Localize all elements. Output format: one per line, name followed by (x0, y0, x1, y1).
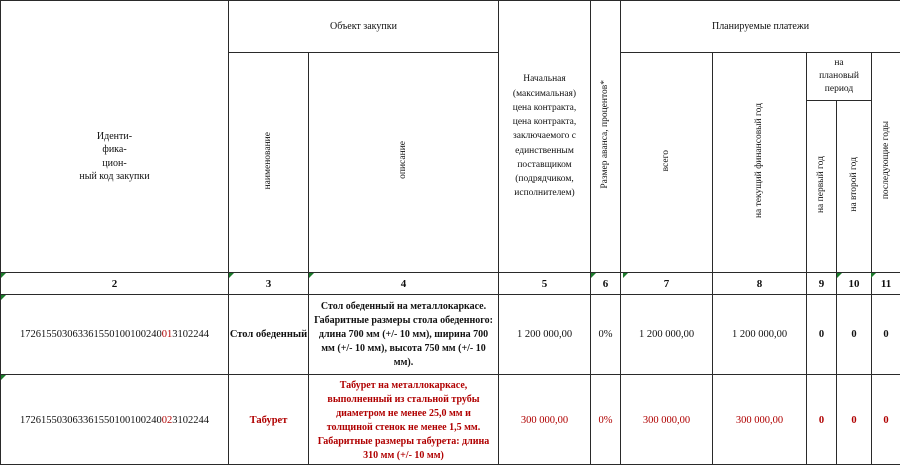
code-prefix: 172615503063361550100100240 (20, 415, 162, 426)
header-current-year-text: на текущий финансовый год (753, 103, 766, 218)
header-planned-payments-text: Планируемые платежи (712, 21, 809, 32)
header-name (229, 53, 309, 273)
table-row (1, 375, 900, 465)
header-total (621, 53, 713, 273)
header-plan-period-text: на плановый период (807, 57, 871, 95)
comment-marker-icon (591, 273, 596, 278)
first-year-amount: 0 (807, 295, 837, 375)
header-current-year (713, 53, 807, 273)
column-number: 11 (872, 273, 900, 295)
current-year-amount: 300 000,00 (713, 375, 807, 465)
header-description-text: описание (397, 141, 410, 179)
column-number-row (1, 273, 900, 295)
column-number: 8 (713, 273, 807, 295)
header-initial-price (499, 1, 591, 273)
advance-percent: 0% (591, 375, 621, 465)
table-row (1, 295, 900, 375)
header-initial-price-text: Начальная (максимальная) цена контракта, цена контракта, заключаемого с единственным поставщиком (подрядчиком, исполнителем) (499, 72, 590, 200)
header-total-text: всего (660, 150, 673, 171)
column-number: 2 (1, 273, 229, 295)
code-suffix: 3102244 (172, 415, 209, 426)
second-year-amount: 0 (837, 295, 872, 375)
comment-marker-icon (309, 273, 314, 278)
initial-price: 300 000,00 (499, 375, 591, 465)
header-first-year-text: на первый год (815, 156, 828, 213)
header-plan-period (807, 53, 872, 101)
item-name: Табурет (229, 375, 309, 465)
comment-marker-icon (1, 375, 6, 380)
item-description: Стол обеденный на металлокаркасе. Габаритные размеры стола обеденного: длина 700 мм (+/- 10 мм), ширина 700 мм (+/- 10 мм), высота 750 мм (+/- 10 мм). (309, 295, 499, 375)
code-highlight: 01 (162, 329, 173, 340)
later-years-amount: 0 (872, 375, 900, 465)
header-id-code-text: Иденти- фика- цион- ный код закупки (1, 130, 228, 184)
header-planned-payments (621, 1, 900, 53)
code-highlight: 02 (162, 415, 173, 426)
header-later-years-text: последующие годы (880, 121, 893, 199)
header-object (229, 1, 499, 53)
second-year-amount: 0 (837, 375, 872, 465)
header-second-year (837, 101, 872, 273)
advance-percent: 0% (591, 295, 621, 375)
item-name: Стол обеденный (229, 295, 309, 375)
purchase-code (1, 375, 229, 465)
column-number: 4 (309, 273, 499, 295)
header-object-text: Объект закупки (330, 21, 397, 32)
comment-marker-icon (623, 273, 628, 278)
column-number: 5 (499, 273, 591, 295)
code-prefix: 172615503063361550100100240 (20, 329, 162, 340)
header-second-year-text: на второй год (848, 157, 861, 212)
item-description: Табурет на металлокаркасе, выполненный из стальной трубы диаметром не менее 25,0 мм и толщиной стенок не менее 1,5 мм. Габаритные размеры табурета: длина 310 мм (+/- 10 мм) (309, 375, 499, 465)
purchase-code (1, 295, 229, 375)
header-advance (591, 1, 621, 273)
first-year-amount: 0 (807, 375, 837, 465)
header-id-code (1, 1, 229, 273)
header-later-years (872, 53, 900, 273)
column-number: 6 (591, 273, 621, 295)
comment-marker-icon (1, 273, 6, 278)
comment-marker-icon (229, 273, 234, 278)
column-number: 3 (229, 273, 309, 295)
column-number: 9 (807, 273, 837, 295)
total-amount: 300 000,00 (621, 375, 713, 465)
total-amount: 1 200 000,00 (621, 295, 713, 375)
comment-marker-icon (837, 273, 842, 278)
code-suffix: 3102244 (172, 329, 209, 340)
header-first-year (807, 101, 837, 273)
header-description (309, 53, 499, 273)
header-name-text: наименование (262, 132, 275, 189)
header-advance-text: Размер аванса, процентов* (599, 80, 612, 189)
comment-marker-icon (871, 273, 876, 278)
initial-price: 1 200 000,00 (499, 295, 591, 375)
later-years-amount: 0 (872, 295, 900, 375)
column-number: 7 (621, 273, 713, 295)
column-number: 10 (837, 273, 872, 295)
current-year-amount: 1 200 000,00 (713, 295, 807, 375)
comment-marker-icon (1, 295, 6, 300)
